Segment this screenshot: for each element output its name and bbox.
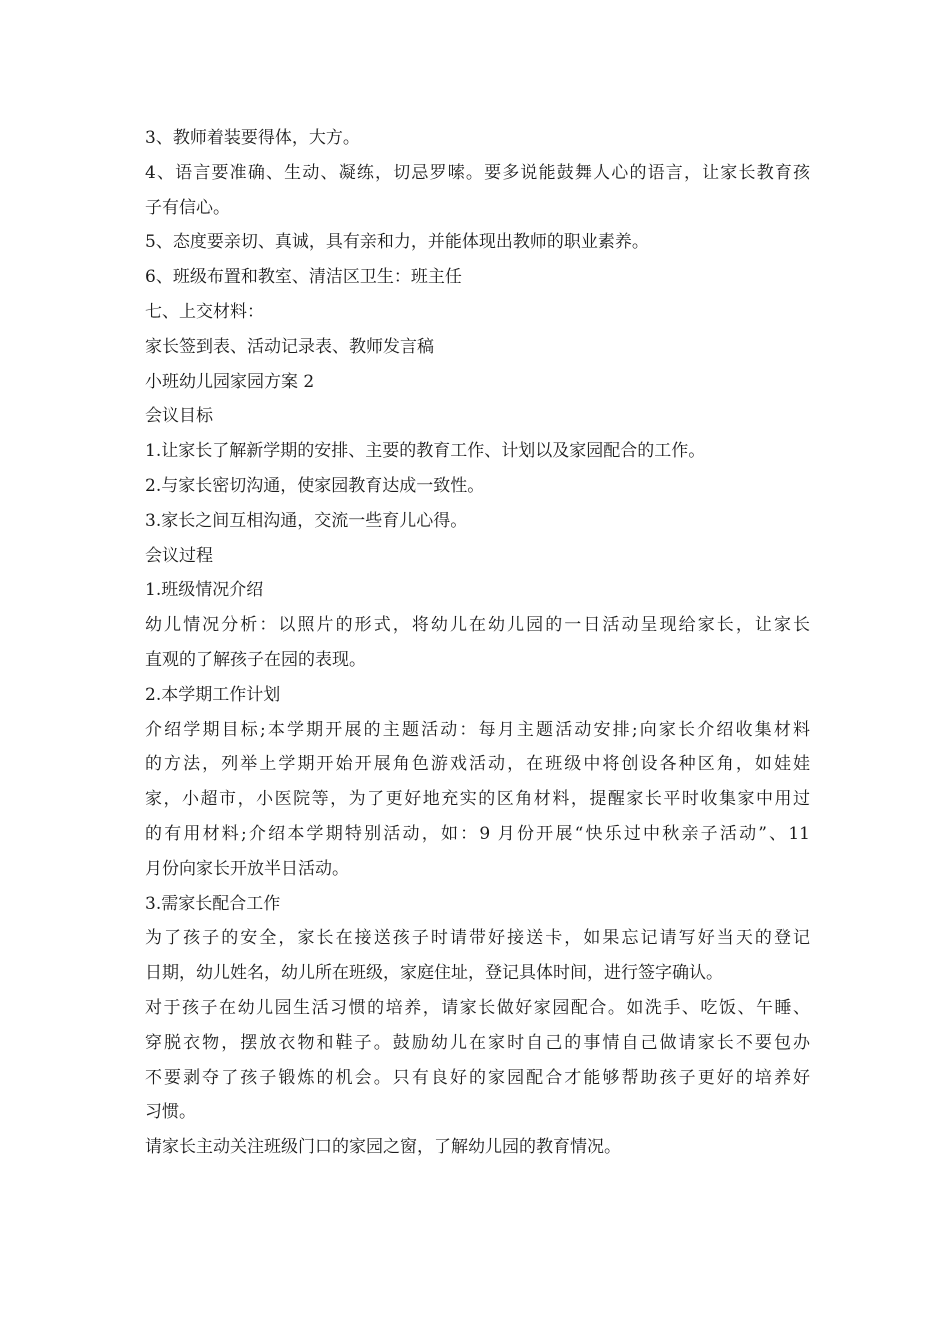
text-line: 为了孩子的安全，家长在接送孩子时请带好接送卡，如果忘记请写好当天的登记: [145, 928, 810, 949]
text-line: 直观的了解孩子在园的表现。: [145, 649, 366, 670]
text-line: 1.让家长了解新学期的安排、主要的教育工作、计划以及家园配合的工作。: [145, 441, 706, 462]
text-line: 4、语言要准确、生动、凝练，切忌罗嗦。要多说能鼓舞人心的语言，让家长教育孩: [145, 162, 810, 183]
text-line: 会议过程: [145, 545, 213, 566]
text-line: 小班幼儿园家园方案 2: [145, 371, 315, 392]
text-line: 请家长主动关注班级门口的家园之窗，了解幼儿园的教育情况。: [145, 1137, 621, 1158]
text-line: 习惯。: [145, 1102, 196, 1123]
text-line: 幼儿情况分析：以照片的形式，将幼儿在幼儿园的一日活动呈现给家长，让家长: [145, 615, 810, 636]
text-line: 穿脱衣物，摆放衣物和鞋子。鼓励幼儿在家时自己的事情自己做请家长不要包办: [145, 1032, 810, 1053]
text-line: 的有用材料;介绍本学期特别活动，如：9 月份开展“快乐过中秋亲子活动”、11: [145, 823, 810, 844]
document-body: [145, 121, 810, 1165]
text-line: 3.需家长配合工作: [145, 893, 281, 914]
text-line: 的方法，列举上学期开始开展角色游戏活动，在班级中将创设各种区角，如娃娃: [145, 754, 810, 775]
text-line: 3.家长之间互相沟通，交流一些育儿心得。: [145, 510, 468, 531]
text-line: 5、态度要亲切、真诚，具有亲和力，并能体现出教师的职业素养。: [145, 232, 649, 253]
text-line: 1.班级情况介绍: [145, 580, 264, 601]
text-line: 家长签到表、活动记录表、教师发言稿: [145, 336, 434, 357]
text-line: 2.本学期工作计划: [145, 684, 281, 705]
text-line: 会议目标: [145, 406, 213, 427]
text-line: 对于孩子在幼儿园生活习惯的培养，请家长做好家园配合。如洗手、吃饭、午睡、: [145, 997, 810, 1018]
text-line: 6、班级布置和教室、清洁区卫生：班主任: [145, 267, 462, 288]
text-line: 日期，幼儿姓名，幼儿所在班级，家庭住址，登记具体时间，进行签字确认。: [145, 963, 723, 984]
text-line: 3、教师着装要得体，大方。: [145, 128, 360, 148]
text-line: 七、上交材料：: [145, 301, 264, 322]
text-line: 不要剥夺了孩子锻炼的机会。只有良好的家园配合才能够帮助孩子更好的培养好: [145, 1067, 810, 1088]
text-line: 介绍学期目标;本学期开展的主题活动：每月主题活动安排;向家长介绍收集材料: [145, 719, 810, 740]
text-line: 家，小超市，小医院等，为了更好地充实的区角材料，提醒家长平时收集家中用过: [145, 789, 810, 810]
text-line: 月份向家长开放半日活动。: [145, 858, 349, 879]
text-line: 子有信心。: [145, 197, 230, 218]
text-line: 2.与家长密切沟通，使家园教育达成一致性。: [145, 475, 485, 496]
